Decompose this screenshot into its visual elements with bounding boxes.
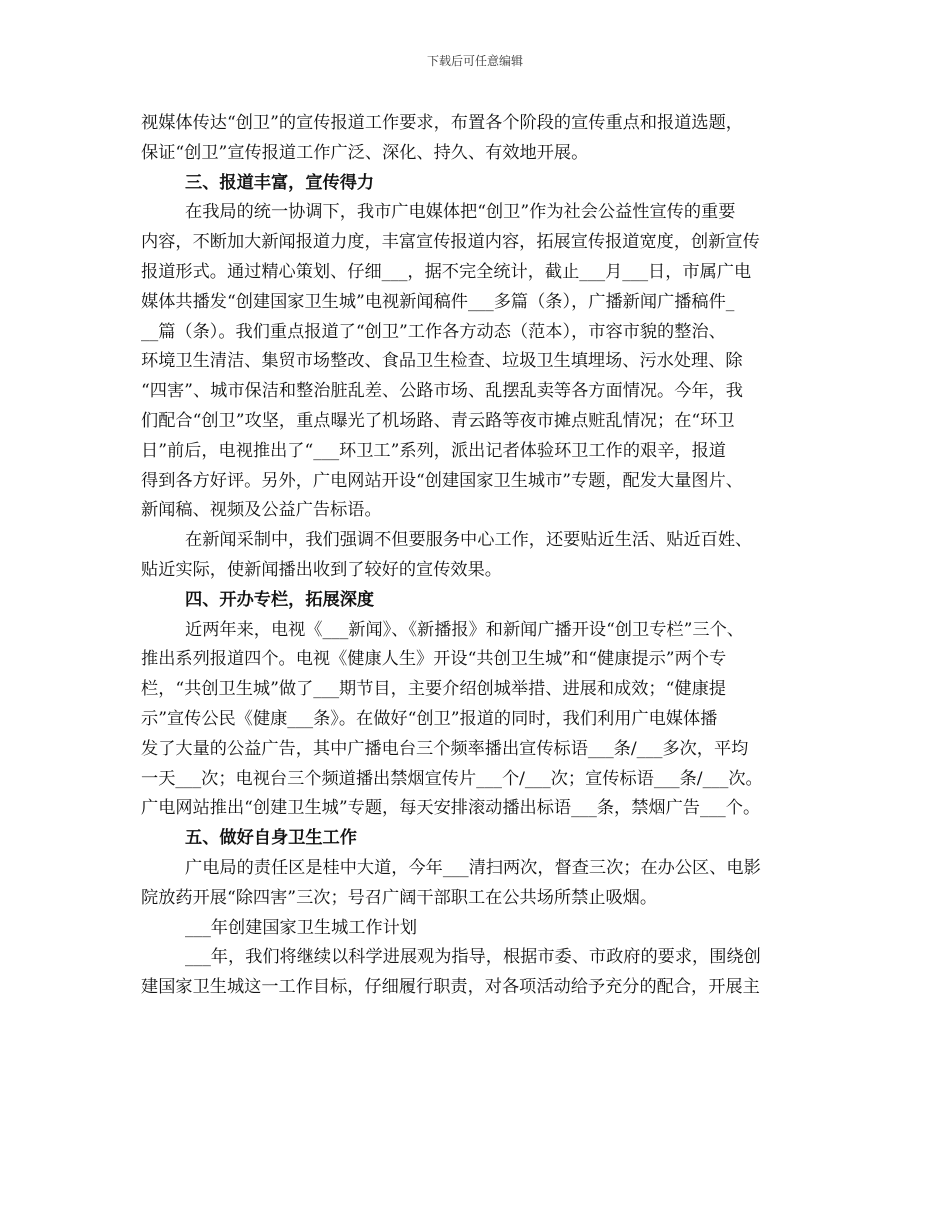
- text-line: 日”前后，电视推出了“___环卫工”系列，派出记者体验环卫工作的艰辛，报道: [141, 440, 726, 461]
- text-line: 在新闻采制中，我们强调不但要服务中心工作，还要贴近生活、贴近百姓、: [185, 530, 753, 551]
- section-heading: 四、开办专栏，拓展深度: [185, 589, 375, 610]
- text-line: 媒体共播发“创建国家卫生城”电视新闻稿件___多篇（条），广播新闻广播稿件_: [141, 291, 735, 312]
- text-line: 广电网站推出“创建卫生城”专题，每天安排滚动播出标语___条，禁烟广告___个。: [141, 798, 761, 819]
- section-heading: 三、报道丰富，宣传得力: [185, 172, 375, 193]
- text-line: 新闻稿、视频及公益广告标语。: [141, 500, 382, 521]
- text-line: 广电局的责任区是桂中大道，今年___清扫两次，督查三次；在办公区、电影: [185, 857, 761, 878]
- text-line: 示”宣传公民《健康___条》。在做好“创卫”报道的同时，我们利用广电媒体播: [141, 708, 718, 729]
- text-line: “四害”、城市保洁和整治脏乱差、公路市场、乱摆乱卖等各方面情况。今年，我: [141, 381, 743, 402]
- text-line: ___年创建国家卫生城工作计划: [185, 917, 418, 938]
- text-line: 保证“创卫”宣传报道工作广泛、深化、持久、有效地开展。: [141, 142, 589, 163]
- text-line: 发了大量的公益广告，其中广播电台三个频率播出宣传标语___条/___多次，平均: [141, 738, 749, 759]
- text-line: 内容，不断加大新闻报道力度，丰富宣传报道内容，拓展宣传报道宽度，创新宣传: [141, 232, 760, 253]
- text-line: ___年，我们将继续以科学进展观为指导，根据市委、市政府的要求，围绕创: [185, 947, 761, 968]
- document-body: [141, 109, 813, 1003]
- text-line: 贴近实际，使新闻播出收到了较好的宣传效果。: [141, 559, 502, 580]
- text-line: 一天___次；电视台三个频道播出禁烟宣传片___个/___次；宣传标语___条/___次。: [141, 768, 763, 789]
- text-line: 院放药开展“除四害”三次；号召广阔干部职工在公共场所禁止吸烟。: [141, 887, 658, 908]
- text-line: __篇（条）。我们重点报道了“创卫”工作各方动态（范本），市容市貌的整治、: [141, 321, 726, 342]
- page-header: 下载后可任意编辑: [426, 54, 523, 68]
- text-line: 在我局的统一协调下，我市广电媒体把“创卫”作为社会公益性宣传的重要: [185, 202, 736, 223]
- text-line: 报道形式。通过精心策划、仔细___，据不完全统计，截止___月___日，市属广电: [141, 261, 752, 282]
- text-line: 建国家卫生城这一工作目标，仔细履行职责，对各项活动给予充分的配合，开展主: [141, 977, 760, 998]
- text-line: 推出系列报道四个。电视《健康人生》开设“共创卫生城”和“健康提示”两个专: [141, 649, 727, 670]
- text-line: 环境卫生清洁、集贸市场整改、食品卫生检查、垃圾卫生填埋场、污水处理、除: [141, 351, 743, 372]
- text-line: 们配合“创卫”攻坚，重点曝光了机场路、青云路等夜市摊点赃乱情况；在“环卫: [141, 410, 735, 431]
- section-heading: 五、做好自身卫生工作: [185, 828, 357, 849]
- text-line: 视媒体传达“创卫”的宣传报道工作要求，布置各个阶段的宣传重点和报道选题，: [141, 113, 743, 133]
- text-line: 栏，“共创卫生城”做了___期节目，主要介绍创城举措、进展和成效；“健康提: [141, 679, 726, 700]
- text-line: 近两年来，电视《___新闻》、《新播报》和新闻广播开设“创卫专栏”三个、: [185, 619, 744, 640]
- text-line: 得到各方好评。另外，广电网站开设“创建国家卫生城市”专题，配发大量图片、: [141, 470, 743, 491]
